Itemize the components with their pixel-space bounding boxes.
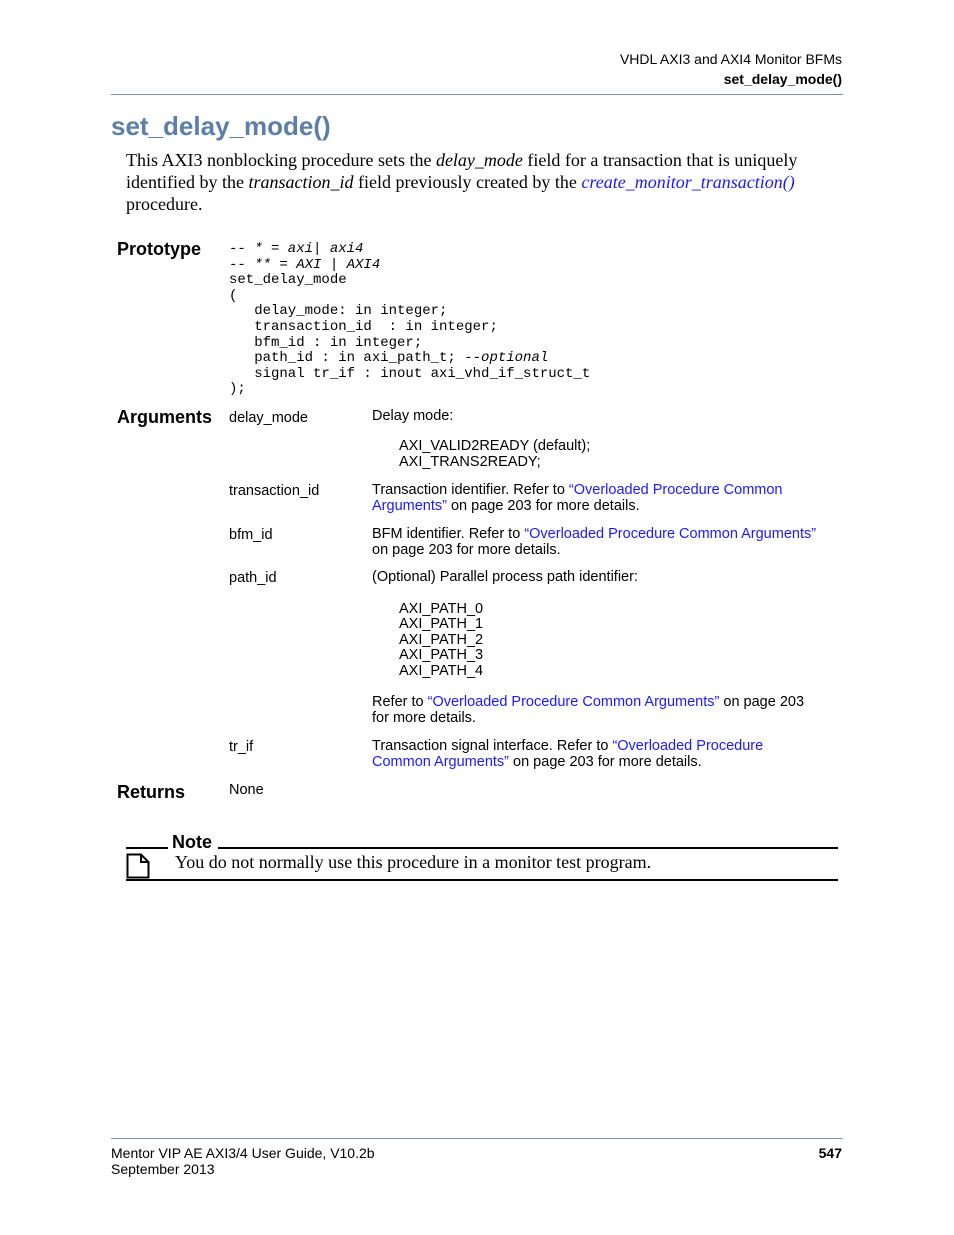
path-id-refer-page: on page 203 <box>719 694 805 710</box>
arg-name-tr-if: tr_if <box>229 739 254 755</box>
page-title: set_delay_mode() <box>111 111 331 141</box>
arg-name-path-id: path_id <box>229 570 277 586</box>
arg-name-transaction-id: transaction_id <box>229 483 320 499</box>
path-id-refer-text: Refer to <box>372 694 428 710</box>
intro-text-2: field for a transaction that is uniquely identified by the <box>126 150 798 192</box>
tr-if-desc-text: Transaction signal interface. Refer to <box>372 738 613 754</box>
path-id-value: AXI_PATH_2 <box>399 632 484 648</box>
path-id-refer <box>372 695 856 726</box>
arg-desc-bfm-id <box>372 527 856 558</box>
footer-rule <box>111 1138 843 1139</box>
arg-desc-delay-mode: Delay mode: <box>372 408 454 424</box>
tr-if-desc-post: on page 203 for more details. <box>509 753 702 770</box>
note-text: You do not normally use this procedure in a monitor test program. <box>175 852 652 872</box>
path-id-value: AXI_PATH_4 <box>399 663 484 679</box>
arg-name-bfm-id: bfm_id <box>229 527 273 543</box>
code-line-transaction-id: transaction_id : in integer; <box>229 318 498 335</box>
arg-desc-transaction-id <box>372 483 856 514</box>
returns-heading: Returns <box>117 782 186 802</box>
arg-desc-tr-if <box>372 739 856 770</box>
arguments-heading: Arguments <box>117 407 213 427</box>
footer-guide-title: Mentor VIP AE AXI3/4 User Guide, V10.2b <box>111 1145 375 1161</box>
note-rule-top <box>218 847 838 849</box>
prototype-code <box>229 242 590 398</box>
header-rule <box>111 94 843 95</box>
arg-desc-path-id: (Optional) Parallel process path identifier: <box>372 569 638 585</box>
bfm-id-desc-text: BFM identifier. Refer to <box>372 526 525 542</box>
overloaded-args-link[interactable]: “Overloaded Procedure Common Arguments” <box>427 694 720 710</box>
intro-id-name: transaction_id <box>248 172 354 192</box>
arg-name-delay-mode: delay_mode <box>229 410 308 426</box>
path-id-value: AXI_PATH_0 <box>399 601 484 617</box>
delay-mode-value-2: AXI_TRANS2READY; <box>399 454 541 470</box>
page-number: 547 <box>818 1145 842 1161</box>
note-label: Note <box>172 832 212 852</box>
prototype-heading: Prototype <box>117 239 202 259</box>
code-optional-comment: --optional <box>464 350 549 367</box>
code-comment-1: -- * = axi| axi4 <box>229 241 364 257</box>
intro-text-1: This AXI3 nonblocking procedure sets the <box>126 150 436 170</box>
code-open-paren: ( <box>229 287 238 304</box>
delay-mode-value-1: AXI_VALID2READY (default); <box>399 438 591 454</box>
note-rule-bottom <box>126 879 838 881</box>
code-close-paren: ); <box>229 381 246 398</box>
overloaded-args-link[interactable]: “Overloaded Procedure Common <box>568 482 783 498</box>
overloaded-args-link[interactable]: “Overloaded Procedure <box>612 738 764 754</box>
overloaded-args-link-cont[interactable]: Common Arguments” <box>372 753 509 770</box>
code-line-path-id <box>229 351 590 367</box>
transaction-id-desc-text: Transaction identifier. Refer to <box>372 482 569 498</box>
code-line-tr-if: signal tr_if : inout axi_vhd_if_struct_t <box>229 365 591 382</box>
path-id-value: AXI_PATH_1 <box>399 616 484 632</box>
code-line-bfm-id: bfm_id : in integer; <box>229 334 423 351</box>
overloaded-args-link-cont[interactable]: Arguments” <box>372 497 447 514</box>
footer-date: September 2013 <box>111 1161 215 1177</box>
code-comment-2: -- ** = AXI | AXI4 <box>229 256 381 273</box>
path-id-refer-post: for more details. <box>372 709 476 726</box>
intro-field-name: delay_mode <box>435 150 523 170</box>
returns-value: None <box>229 782 264 798</box>
intro-text-4: procedure. <box>126 194 203 214</box>
code-line-delay-mode: delay_mode: in integer; <box>229 303 448 320</box>
note-rule-top <box>126 847 168 849</box>
bfm-id-desc-post: on page 203 for more details. <box>372 541 561 558</box>
transaction-id-desc-post: on page 203 for more details. <box>446 497 640 514</box>
overloaded-args-link[interactable]: “Overloaded Procedure Common Arguments” <box>524 526 817 542</box>
code-procedure-name: set_delay_mode <box>229 272 347 289</box>
running-header-chapter: VHDL AXI3 and AXI4 Monitor BFMs <box>619 51 842 67</box>
intro-text-3: field previously created by the <box>353 172 582 192</box>
path-id-value: AXI_PATH_3 <box>399 647 484 663</box>
running-header-section: set_delay_mode() <box>723 71 842 87</box>
code-path-id-decl: path_id : in axi_path_t; <box>229 350 465 367</box>
create-monitor-transaction-link[interactable]: create_monitor_transaction() <box>581 172 795 192</box>
intro-paragraph <box>126 149 842 215</box>
